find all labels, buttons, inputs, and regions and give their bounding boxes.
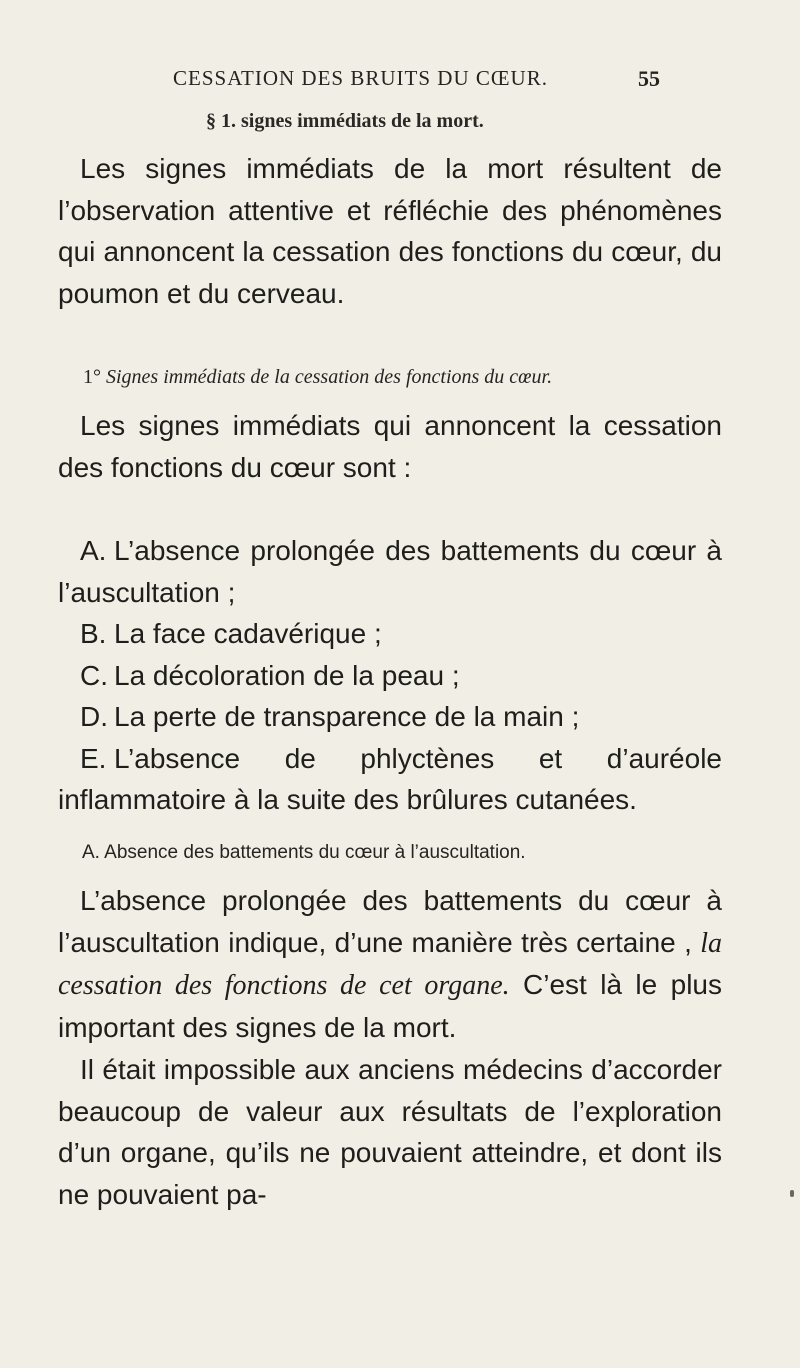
paragraph-ancient-physicians: [58, 1049, 722, 1215]
paragraph-signs-list-intro: [58, 405, 722, 488]
list-item: [58, 613, 722, 655]
list-item: [58, 530, 722, 613]
subheading-absence-heartbeats: A. Absence des battements du cœur à l’auscultation.: [82, 842, 526, 863]
paragraph-absence-italic: la cessation des fonctions de cet organe.: [58, 927, 723, 1001]
list-item-letter: B.: [80, 618, 107, 649]
list-item-text: L’absence prolongée des battements du cœur à l’auscultation ;: [58, 535, 722, 608]
section-heading: § 1. signes immédiats de la mort.: [206, 110, 484, 132]
list-item-text: La décoloration de la peau ;: [114, 659, 460, 691]
paragraph-absence: [58, 880, 722, 1048]
subheading-heart-signs: [83, 366, 723, 389]
list-item-text: La perte de transparence de la main ;: [114, 701, 580, 732]
page-number: 55: [638, 66, 660, 91]
paragraph-intro: [58, 148, 722, 314]
subheading-number: 1°: [83, 366, 101, 388]
signs-list: [58, 530, 722, 821]
paragraph-intro-text: Les signes immédiats de la mort résultent de l’observation attentive et réfléchie des phénomènes qui annoncent la cessation des fonctions du cœur, du poumon et du cerveau.: [58, 153, 722, 309]
running-title: CESSATION DES BRUITS DU CŒUR.: [173, 66, 548, 90]
list-item-letter: D.: [80, 701, 108, 732]
list-item-letter: C.: [80, 659, 108, 691]
paragraph-absence-before: L’absence prolongée des battements du cœur à l’auscultation indique, d’une manière très certaine ,: [58, 885, 722, 958]
list-item-letter: A.: [80, 535, 107, 566]
paragraph-signs-list-intro-text: Les signes immédiats qui annoncent la cessation des fonctions du cœur sont :: [58, 410, 722, 483]
subheading-text: Signes immédiats de la cessation des fonctions du cœur.: [106, 366, 553, 388]
paragraph-ancient-physicians-text: Il était impossible aux anciens médecins d’accorder beaucoup de valeur aux résultats de l’exploration d’un organe, qu’ils ne pouvaient atteindre, et dont ils ne pouvaient pa-: [58, 1054, 722, 1210]
list-item: [58, 738, 722, 821]
running-head: [0, 66, 800, 96]
list-item-letter: E.: [80, 742, 107, 774]
list-item: [58, 655, 722, 697]
list-item: [58, 696, 722, 738]
paragraph-absence-after: C’est là le plus important des signes de la mort.: [58, 969, 722, 1043]
list-item-text: L’absence de phlyctènes et d’auréole inflammatoire à la suite des brûlures cutanées.: [58, 742, 722, 815]
page-mark: [790, 1190, 794, 1197]
list-item-text: La face cadavérique ;: [114, 618, 382, 649]
